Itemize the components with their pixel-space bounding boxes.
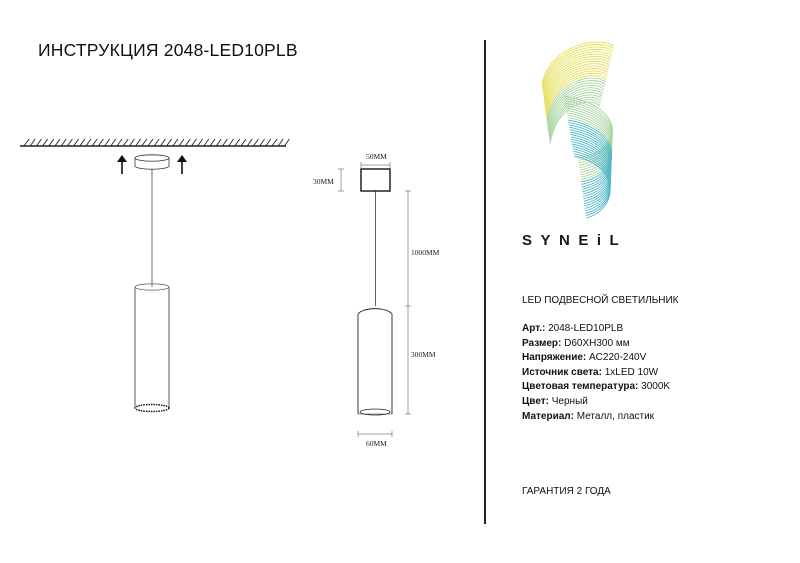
hatch-mark <box>216 139 221 146</box>
hatch-mark <box>179 139 184 146</box>
spec-row-voltage: Напряжение: AC220-240V <box>522 352 647 364</box>
hatch-mark <box>129 139 134 146</box>
canopy-height-label: 30MM <box>313 177 334 186</box>
hatch-mark <box>229 139 234 146</box>
spec-row-material: Материал: Металл, пластик <box>522 410 655 422</box>
lamp-perspective-view <box>135 155 169 412</box>
hatch-mark <box>30 139 35 146</box>
hatch-mark <box>136 139 141 146</box>
hatch-mark <box>123 139 128 146</box>
hatch-mark <box>210 139 215 146</box>
ceiling-hatch <box>20 139 289 146</box>
hatch-mark <box>278 139 283 146</box>
hatch-mark <box>111 139 116 146</box>
hatch-mark <box>80 139 85 146</box>
hatch-mark <box>167 139 172 146</box>
hatch-mark <box>61 139 66 146</box>
body-height-label: 300MM <box>411 350 436 359</box>
syneil-logo-icon <box>530 40 640 220</box>
hatch-mark <box>198 139 203 146</box>
mount-arrow-right-icon <box>177 155 187 174</box>
cable-length-label: 1000MM <box>411 248 440 257</box>
hatch-mark <box>154 139 159 146</box>
dimension-lines <box>338 162 411 437</box>
warranty-text: ГАРАНТИЯ 2 ГОДА <box>522 486 611 497</box>
hatch-mark <box>36 139 41 146</box>
hatch-mark <box>253 139 258 146</box>
brand-wordmark: SYNEiL <box>522 232 628 249</box>
spec-row-light-source: Источник света: 1xLED 10W <box>522 366 659 378</box>
hatch-mark <box>67 139 72 146</box>
hatch-mark <box>117 139 122 146</box>
spec-list <box>522 322 670 424</box>
hatch-mark <box>185 139 190 146</box>
hatch-mark <box>266 139 271 146</box>
hatch-mark <box>173 139 178 146</box>
hatch-mark <box>191 139 196 146</box>
hatch-mark <box>272 139 277 146</box>
hatch-mark <box>222 139 227 146</box>
hatch-mark <box>142 139 147 146</box>
hatch-mark <box>92 139 97 146</box>
body-diameter-label: 60MM <box>366 439 387 448</box>
hatch-mark <box>86 139 91 146</box>
hatch-mark <box>148 139 153 146</box>
hatch-mark <box>204 139 209 146</box>
hatch-mark <box>49 139 54 146</box>
lamp-front-view <box>358 169 392 415</box>
hatch-mark <box>55 139 60 146</box>
hatch-mark <box>98 139 103 146</box>
hatch-mark <box>105 139 110 146</box>
spec-row-article: Арт.: 2048-LED10PLB <box>522 323 624 334</box>
mount-arrow-left-icon <box>117 155 127 174</box>
hatch-mark <box>74 139 79 146</box>
hatch-mark <box>235 139 240 146</box>
hatch-mark <box>260 139 265 146</box>
page-title: ИНСТРУКЦИЯ 2048-LED10PLB <box>38 40 298 60</box>
hatch-mark <box>284 139 289 146</box>
product-type: LED ПОДВЕСНОЙ СВЕТИЛЬНИК <box>522 295 679 306</box>
hatch-mark <box>160 139 165 146</box>
hatch-mark <box>241 139 246 146</box>
hatch-mark <box>247 139 252 146</box>
spec-row-color: Цвет: Черный <box>522 395 588 407</box>
hatch-mark <box>43 139 48 146</box>
spec-row-size: Размер: D60XH300 мм <box>522 337 630 349</box>
canopy-width-label: 50MM <box>366 152 387 161</box>
spec-row-color-temp: Цветовая температура: 3000K <box>522 381 671 393</box>
vertical-divider <box>484 40 486 524</box>
hatch-mark <box>24 139 29 146</box>
